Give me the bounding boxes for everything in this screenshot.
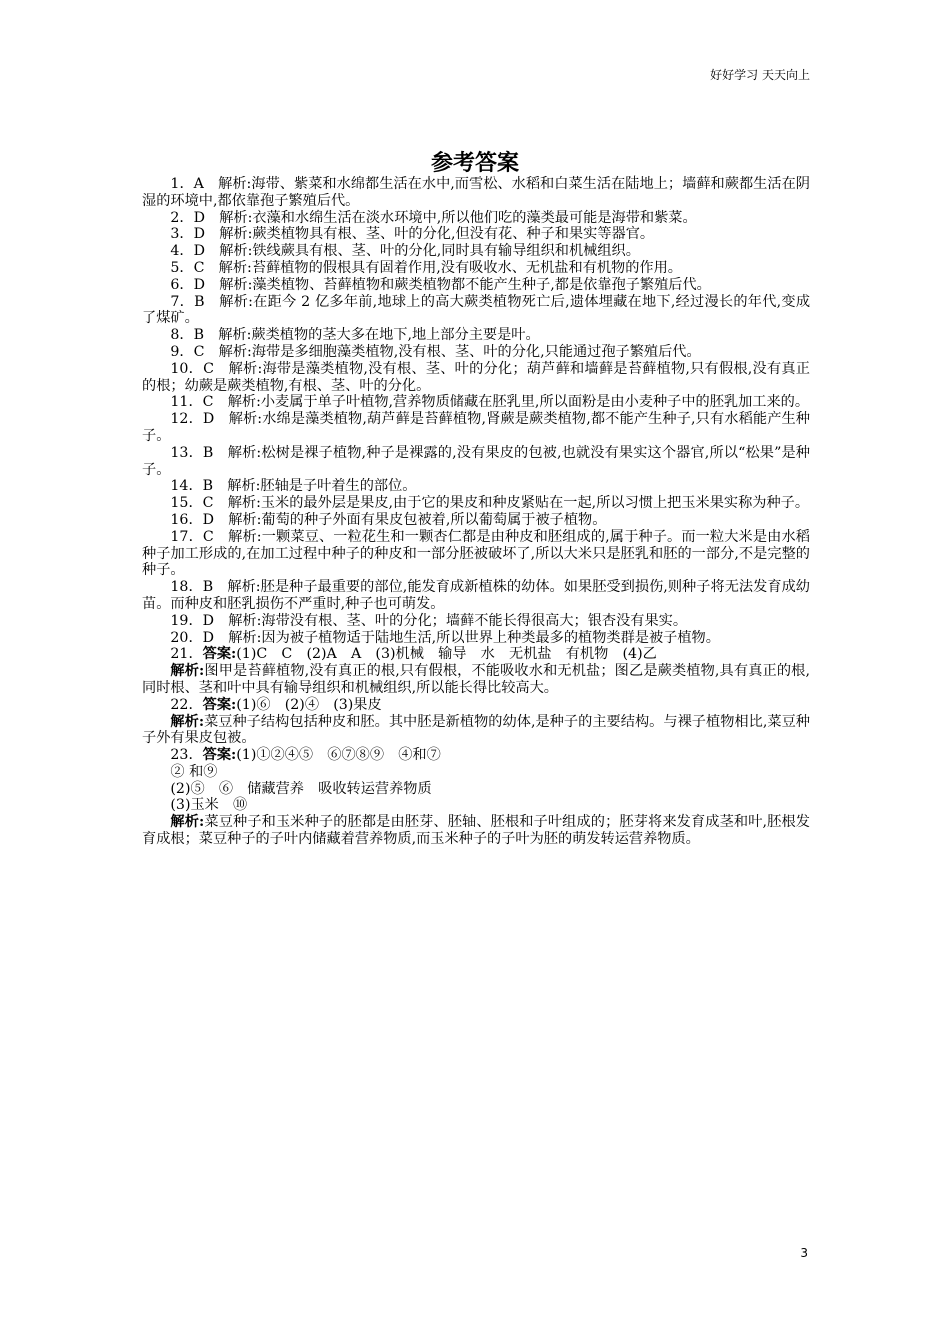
analysis-text: 一颗菜豆、一粒花生和一颗杏仁都是由种皮和胚组成的,属于种子。而一粒大米是由水稻种子加工形成的,在加工过程中种子的种皮和一部分胚被破坏了,所以大米只是胚乳和胚的一部分,不是完整的种子。	[142, 528, 810, 579]
answer-list	[142, 176, 810, 848]
answer-item	[142, 394, 810, 411]
analysis-label: 解析:	[218, 259, 252, 276]
analysis-label: 解析:	[218, 327, 252, 344]
analysis-23	[142, 814, 810, 848]
analysis-text: 因为被子植物适于陆地生活,所以世界上种类最多的植物类群是被子植物。	[261, 629, 720, 646]
answer-line: (3)玉米 ⑩	[170, 797, 248, 814]
answer-number: 5．C	[170, 259, 205, 276]
analysis-22	[142, 714, 810, 748]
analysis-text: 苔藓植物的假根具有固着作用,没有吸收水、无机盐和有机物的作用。	[251, 259, 682, 276]
analysis-label: 解析:	[227, 579, 261, 596]
answer-item	[142, 512, 810, 529]
answer-number: 14．B	[170, 478, 214, 495]
answer-number: 1．A	[170, 176, 204, 192]
analysis-text: 铁线蕨具有根、茎、叶的分化,同时具有输导组织和机械组织。	[252, 243, 640, 260]
header-motto: 好好学习 天天向上	[710, 68, 810, 82]
analysis-label: 解析:	[219, 276, 253, 293]
analysis-text: 菜豆种子结构包括种皮和胚。其中胚是新植物的幼体,是种子的主要结构。与裸子植物相比,菜豆种子外有果皮包被。	[142, 713, 810, 747]
answer-number: 17．C	[170, 528, 214, 545]
answer-number: 12．D	[170, 411, 215, 428]
page-number: 3	[800, 1246, 808, 1260]
analysis-label: 解析:	[218, 343, 252, 360]
analysis-label: 解析:	[218, 176, 252, 192]
answer-number: 2．D	[170, 209, 205, 226]
analysis-21	[142, 663, 810, 697]
analysis-label: 解析:	[227, 394, 261, 411]
answer-text: (1)⑥ (2)④ (3)果皮	[236, 696, 382, 713]
answer-item	[142, 361, 810, 395]
answer-number: 21．	[170, 646, 203, 663]
answer-item	[142, 294, 810, 328]
answer-number: 19．D	[170, 612, 215, 629]
analysis-label: 解析:	[228, 360, 263, 377]
analysis-label: 解析:	[228, 411, 263, 428]
answer-label: 答案:	[202, 696, 237, 713]
analysis-label: 解析:	[228, 612, 262, 629]
answer-number: 11．C	[170, 394, 214, 411]
answer-item	[142, 478, 810, 495]
answer-number: 23．	[170, 747, 203, 764]
answer-number: 4．D	[170, 243, 205, 260]
answer-line: (2)⑤ ⑥ 储藏营养 吸收转运营养物质	[170, 780, 432, 797]
answer-item	[142, 445, 810, 479]
answer-item	[142, 495, 810, 512]
answer-number: 15．C	[170, 495, 214, 512]
answer-item	[142, 411, 810, 445]
answer-item	[142, 226, 810, 243]
answer-item	[142, 327, 810, 344]
answer-number: 16．D	[170, 511, 215, 528]
answer-number: 8．B	[170, 327, 205, 344]
analysis-label: 解析:	[170, 814, 205, 831]
answer-number: 6．D	[170, 276, 205, 293]
analysis-label: 解析:	[219, 209, 253, 226]
analysis-text: 松树是裸子植物,种子是裸露的,没有果皮的包被,也就没有果实这个器官,所以“松果”是种子。	[142, 444, 810, 478]
analysis-text: 蕨类植物具有根、茎、叶的分化,但没有花、种子和果实等器官。	[252, 226, 655, 243]
answer-number: 3．D	[170, 226, 205, 243]
analysis-text: 胚轴是子叶着生的部位。	[260, 478, 417, 495]
analysis-label: 解析:	[170, 713, 205, 730]
answer-number: 18．B	[170, 579, 214, 596]
answer-number: 13．B	[170, 444, 214, 461]
analysis-text: 海带是藻类植物,没有根、茎、叶的分化；葫芦藓和墙藓是苔藓植物,只有假根,没有真正的根；幼蕨是蕨类植物,有根、茎、叶的分化。	[142, 360, 810, 394]
analysis-text: 胚是种子最重要的部位,能发育成新植株的幼体。如果胚受到损伤,则种子将无法发育成幼苗。而种皮和胚乳损伤不严重时,种子也可萌发。	[142, 579, 810, 612]
answer-item-21	[142, 646, 810, 663]
answer-number: 10．C	[170, 360, 214, 377]
analysis-label: 解析:	[219, 226, 253, 243]
analysis-text: 水绵是藻类植物,葫芦藓是苔藓植物,肾蕨是蕨类植物,都不能产生种子,只有水稻能产生种子。	[142, 411, 810, 444]
analysis-text: 蕨类植物的茎大多在地下,地上部分主要是叶。	[251, 327, 540, 344]
analysis-text: 海带没有根、茎、叶的分化；墙藓不能长得很高大；银杏没有果实。	[261, 612, 688, 629]
analysis-label: 解析:	[227, 495, 261, 512]
answer-item	[142, 344, 810, 361]
analysis-text: 海带、紫菜和水绵都生活在水中,而雪松、水稻和白菜生活在陆地上；墙藓和蕨都生活在阴湿的环境中,都依靠孢子繁殖后代。	[142, 176, 810, 209]
answer-item-22	[142, 697, 810, 714]
answer-item	[142, 529, 810, 579]
analysis-label: 解析:	[170, 663, 205, 680]
analysis-label: 解析:	[219, 293, 253, 310]
analysis-label: 解析:	[227, 444, 262, 461]
answer-number: 9．C	[170, 343, 205, 360]
analysis-text: 衣藻和水绵生活在淡水环境中,所以他们吃的藻类最可能是海带和紫菜。	[252, 209, 697, 226]
answer-number: 22．	[170, 696, 203, 713]
analysis-label: 解析:	[228, 511, 262, 528]
answer-item	[142, 210, 810, 227]
answer-label: 答案:	[202, 646, 237, 663]
answer-item	[142, 613, 810, 630]
answer-item	[142, 277, 810, 294]
answer-line: ② 和⑨	[170, 763, 218, 780]
answer-item-23	[142, 747, 810, 764]
analysis-text: 小麦属于单子叶植物,营养物质储藏在胚乳里,所以面粉是由小麦种子中的胚乳加工来的。	[260, 394, 810, 411]
answer-item	[142, 176, 810, 210]
page-title: 参考答案	[430, 150, 519, 176]
answer-number: 20．D	[170, 629, 215, 646]
analysis-text: 葡萄的种子外面有果皮包被着,所以葡萄属于被子植物。	[261, 511, 607, 528]
answer-item	[142, 630, 810, 647]
analysis-text: 在距今 2 亿多年前,地球上的高大蕨类植物死亡后,遗体埋藏在地下,经过漫长的年代,变成了煤矿。	[142, 293, 811, 327]
answer-label: 答案:	[202, 747, 237, 764]
analysis-text: 海带是多细胞藻类植物,没有根、茎、叶的分化,只能通过孢子繁殖后代。	[251, 343, 701, 360]
analysis-label: 解析:	[219, 243, 253, 260]
analysis-label: 解析:	[227, 478, 261, 495]
answer-number: 7．B	[170, 293, 205, 310]
analysis-label: 解析:	[228, 629, 262, 646]
answer-text: (1)C C (2)A A (3)机械 输导 水 无机盐 有机物 (4)乙	[236, 646, 657, 663]
analysis-text: 藻类植物、苔藓植物和蕨类植物都不能产生种子,都是依靠孢子繁殖后代。	[252, 276, 711, 293]
answer-text: (1)①②④⑤ ⑥⑦⑧⑨ ④和⑦	[236, 747, 441, 764]
answer-item	[142, 579, 810, 613]
analysis-text: 玉米的最外层是果皮,由于它的果皮和种皮紧贴在一起,所以习惯上把玉米果实称为种子。	[260, 495, 810, 512]
answer-item	[142, 260, 810, 277]
analysis-text: 图甲是苔藓植物,没有真正的根,只有假根，不能吸收水和无机盐；图乙是蕨类植物,具有真正的根,同时根、茎和叶中具有输导组织和机械组织,所以能长得比较高大。	[142, 663, 810, 696]
analysis-text: 菜豆种子和玉米种子的胚都是由胚芽、胚轴、胚根和子叶组成的；胚芽将来发育成茎和叶,胚根发育成根；菜豆种子的子叶内储藏着营养物质,而玉米种子的子叶为胚的萌发转运营养物质。	[142, 814, 810, 848]
answer-item	[142, 243, 810, 260]
analysis-label: 解析:	[228, 528, 262, 545]
